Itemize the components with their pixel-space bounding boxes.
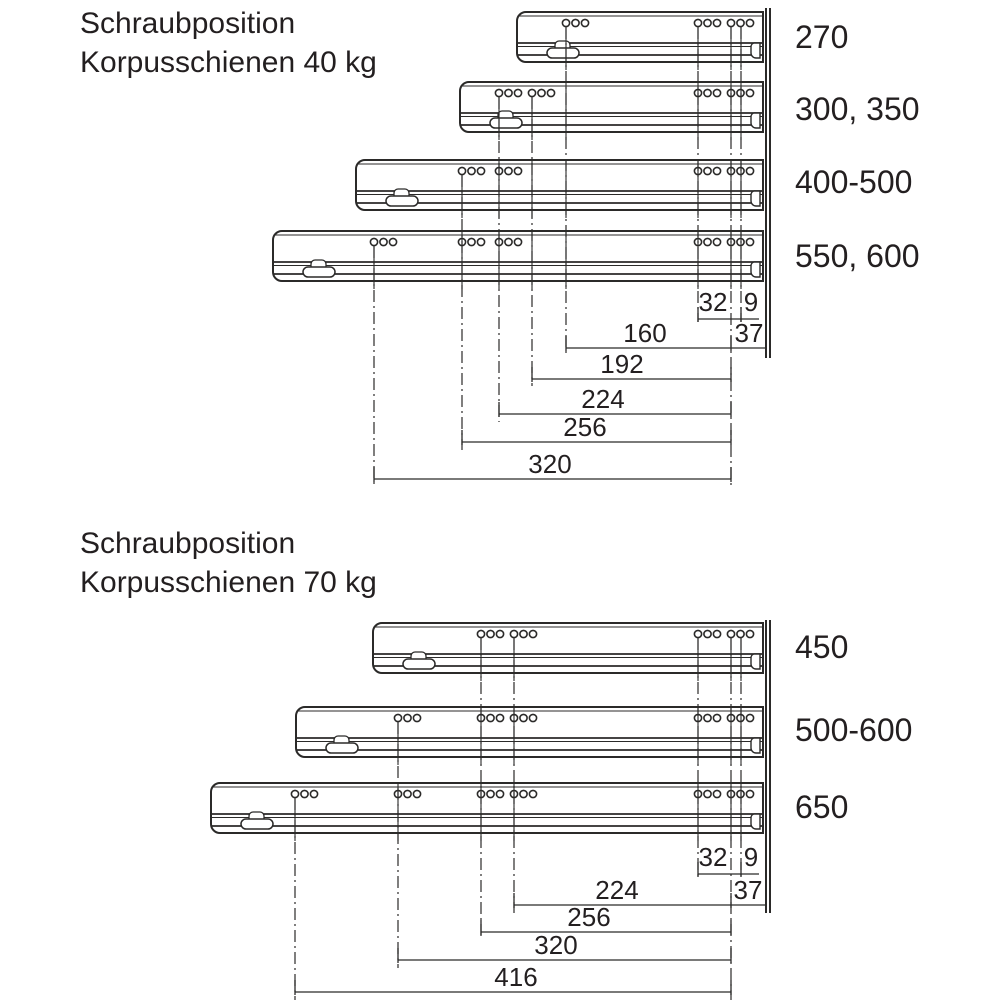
screw-hole bbox=[746, 89, 753, 96]
screw-hole bbox=[413, 714, 420, 721]
latch-bump-icon bbox=[394, 189, 409, 196]
dim-label: 37 bbox=[733, 875, 763, 905]
latch-bump-icon bbox=[311, 260, 326, 267]
screw-hole bbox=[487, 790, 494, 797]
screw-hole bbox=[694, 630, 701, 637]
rail bbox=[296, 707, 912, 765]
screw-hole bbox=[477, 238, 484, 245]
screw-hole bbox=[746, 630, 753, 637]
screw-hole bbox=[404, 790, 411, 797]
screw-hole bbox=[581, 19, 588, 26]
rail bbox=[517, 12, 848, 70]
dim-label: 256 bbox=[567, 902, 611, 932]
screw-hole bbox=[468, 238, 475, 245]
screw-hole bbox=[746, 714, 753, 721]
rail-hook-icon bbox=[751, 43, 760, 58]
sections-root bbox=[80, 7, 920, 1000]
dim-label: 32 bbox=[698, 287, 728, 317]
dimension bbox=[698, 287, 759, 322]
rail-latch-icon bbox=[547, 48, 579, 58]
rail-length-label: 270 bbox=[795, 19, 849, 55]
dimension bbox=[532, 349, 731, 382]
latch-bump-icon bbox=[411, 652, 426, 659]
latch-bump-icon bbox=[498, 111, 513, 118]
latch-bump-icon bbox=[555, 41, 570, 48]
dimension bbox=[481, 902, 731, 935]
dim-label: 224 bbox=[581, 384, 625, 414]
dimension bbox=[499, 384, 731, 417]
screw-hole bbox=[487, 630, 494, 637]
screw-hole bbox=[528, 89, 535, 96]
dim-label: 192 bbox=[600, 349, 644, 379]
screw-hole bbox=[389, 238, 396, 245]
screw-hole bbox=[538, 89, 545, 96]
dim-label: 32 bbox=[698, 842, 728, 872]
dimension bbox=[462, 412, 731, 445]
rail-latch-icon bbox=[403, 659, 435, 669]
rail-hook-icon bbox=[751, 113, 760, 128]
rail-length-label: 400-500 bbox=[795, 164, 913, 200]
screw-hole bbox=[704, 238, 711, 245]
dimension bbox=[698, 842, 759, 877]
screw-hole bbox=[495, 89, 502, 96]
screw-hole bbox=[562, 19, 569, 26]
screw-hole bbox=[737, 19, 744, 26]
screw-hole bbox=[713, 167, 720, 174]
screw-hole bbox=[529, 714, 536, 721]
screw-hole bbox=[505, 238, 512, 245]
screw-hole bbox=[547, 89, 554, 96]
rail-length-label: 450 bbox=[795, 629, 849, 665]
screw-hole bbox=[529, 790, 536, 797]
rail bbox=[460, 82, 920, 140]
screw-hole bbox=[520, 790, 527, 797]
screw-hole bbox=[727, 19, 734, 26]
dimension bbox=[374, 449, 731, 482]
screw-hole bbox=[404, 714, 411, 721]
screw-hole bbox=[413, 790, 420, 797]
rail-latch-icon bbox=[386, 196, 418, 206]
rail-hook-icon bbox=[751, 191, 760, 206]
screw-hole bbox=[487, 714, 494, 721]
screw-hole bbox=[704, 19, 711, 26]
rail bbox=[211, 783, 848, 841]
screw-hole bbox=[520, 714, 527, 721]
screw-hole bbox=[713, 238, 720, 245]
screw-hole bbox=[310, 790, 317, 797]
rail-hook-icon bbox=[751, 738, 760, 753]
screw-hole bbox=[746, 238, 753, 245]
rail-hook-icon bbox=[751, 262, 760, 277]
screw-hole bbox=[746, 19, 753, 26]
screw-hole bbox=[380, 238, 387, 245]
rail-hook-icon bbox=[751, 814, 760, 829]
screw-hole bbox=[572, 19, 579, 26]
rail-latch-icon bbox=[490, 118, 522, 128]
screw-hole bbox=[505, 167, 512, 174]
dim-label: 416 bbox=[494, 962, 538, 992]
screw-hole bbox=[520, 630, 527, 637]
screw-hole bbox=[510, 630, 517, 637]
rail-hook-icon bbox=[751, 654, 760, 669]
section-70kg bbox=[80, 527, 912, 1000]
screw-hole bbox=[704, 89, 711, 96]
screw-hole bbox=[713, 714, 720, 721]
screw-hole bbox=[496, 714, 503, 721]
screw-hole bbox=[713, 630, 720, 637]
screw-hole bbox=[496, 630, 503, 637]
rail-length-label: 300, 350 bbox=[795, 91, 920, 127]
rail bbox=[356, 160, 912, 218]
dim-label: 256 bbox=[563, 412, 607, 442]
rail-latch-icon bbox=[326, 743, 358, 753]
dim-label: 9 bbox=[743, 842, 759, 872]
section-title-line1: Schraubposition bbox=[80, 527, 296, 560]
screw-hole bbox=[704, 790, 711, 797]
screw-hole bbox=[713, 89, 720, 96]
screw-hole bbox=[704, 167, 711, 174]
screw-hole bbox=[514, 238, 521, 245]
screw-hole bbox=[514, 167, 521, 174]
section-40kg bbox=[80, 7, 920, 487]
screw-hole bbox=[746, 790, 753, 797]
screw-hole bbox=[477, 630, 484, 637]
screw-hole bbox=[468, 167, 475, 174]
rail-length-label: 550, 600 bbox=[795, 238, 920, 274]
screw-hole bbox=[737, 630, 744, 637]
screw-hole bbox=[727, 630, 734, 637]
screw-hole bbox=[746, 167, 753, 174]
screw-hole bbox=[704, 630, 711, 637]
dimension bbox=[295, 962, 731, 995]
dim-label: 9 bbox=[743, 287, 759, 317]
screw-hole bbox=[458, 167, 465, 174]
section-title-line2: Korpusschienen 40 kg bbox=[80, 46, 377, 79]
rail-latch-icon bbox=[241, 819, 273, 829]
dimension bbox=[398, 930, 731, 963]
rail-length-label: 650 bbox=[795, 789, 849, 825]
latch-bump-icon bbox=[334, 736, 349, 743]
screw-hole bbox=[514, 89, 521, 96]
screw-hole bbox=[477, 167, 484, 174]
section-title-line1: Schraubposition bbox=[80, 7, 296, 40]
latch-bump-icon bbox=[249, 812, 264, 819]
dim-label: 320 bbox=[528, 449, 572, 479]
screw-hole bbox=[694, 19, 701, 26]
screw-hole bbox=[394, 714, 401, 721]
rail bbox=[373, 623, 848, 681]
rail bbox=[273, 231, 920, 289]
screw-hole bbox=[505, 89, 512, 96]
screw-hole bbox=[370, 238, 377, 245]
rail-length-label: 500-600 bbox=[795, 712, 913, 748]
screw-hole bbox=[301, 790, 308, 797]
screw-hole bbox=[529, 630, 536, 637]
dim-label: 224 bbox=[595, 875, 639, 905]
screw-hole bbox=[713, 19, 720, 26]
rail-latch-icon bbox=[303, 267, 335, 277]
dim-label: 37 bbox=[734, 318, 764, 348]
dimension bbox=[566, 318, 766, 351]
dim-label: 160 bbox=[623, 318, 667, 348]
screw-hole bbox=[704, 714, 711, 721]
screw-hole bbox=[291, 790, 298, 797]
section-title-line2: Korpusschienen 70 kg bbox=[80, 566, 377, 599]
dim-label: 320 bbox=[534, 930, 578, 960]
screw-hole bbox=[713, 790, 720, 797]
screw-hole bbox=[496, 790, 503, 797]
dimension bbox=[514, 875, 766, 908]
